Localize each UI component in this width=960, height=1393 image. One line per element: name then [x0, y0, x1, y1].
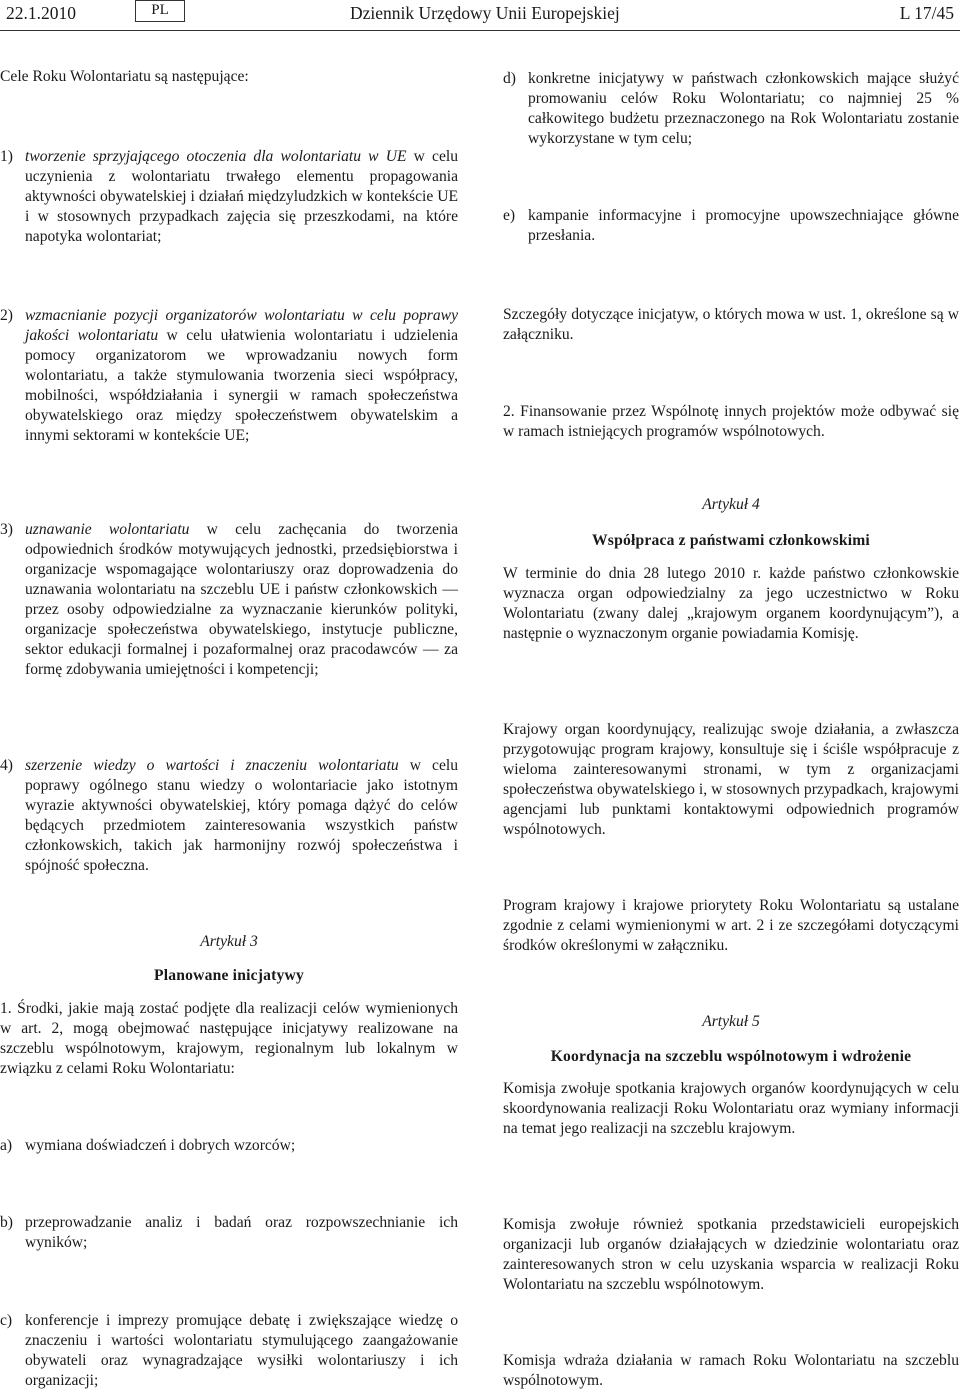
item-emphasis: tworzenie sprzyjającego otoczenia dla wolontariatu w UE [25, 148, 407, 165]
initiative-b [0, 1213, 458, 1253]
item-label: e) [503, 207, 516, 224]
item-text [25, 306, 458, 446]
objectives-intro: Cele Roku Wolontariatu są następujące: [0, 68, 249, 85]
item-rest: w celu ułatwienia wolontariatu i udzielenia pomocy organizatorom we wprowadzaniu nowych form wolontariatu, a także stymulowania tworzenia sieci współpracy, mobilności, współdziałania i synergii w ramach społeczeństwa obywatelskiego oraz między społeczeństwem obywatelskim a innymi sektorami w kontekście UE; [25, 327, 458, 444]
article-4-paragraph-3: Program krajowy i krajowe priorytety Roku Wolontariatu są ustalane zgodnie z celami wymienionymi w art. 2 i ze szczegółami dotyczącymi środków określonymi w załączniku. [503, 897, 959, 954]
item-label: 3) [0, 521, 13, 538]
initiative-a [0, 1136, 458, 1156]
objective-4 [0, 756, 458, 876]
article-4-paragraph-1: W terminie do dnia 28 lutego 2010 r. każde państwo członkowskie wyznacza organ odpowiedzialny za jego uczestnictwo w Roku Wolontariatu (zwany dalej „krajowym organem koordynującym”), a następnie o wyznaczonym organie powiadamia Komisję. [503, 565, 959, 642]
article-4-title: Współpraca z państwami członkowskimi [592, 532, 870, 549]
initiative-e [503, 206, 959, 246]
objective-1 [0, 147, 458, 247]
item-label: 2) [0, 307, 13, 324]
item-label: 4) [0, 757, 13, 774]
item-text: wymiana doświadczeń i dobrych wzorców; [25, 1137, 296, 1154]
page-number: L 17/45 [899, 3, 954, 23]
item-rest: w celu poprawy ogólnego stanu wiedzy o wolontariacie jako istotnym wyrazie aktywności obywatelskiej, który pomaga dążyć do celów będących przedmiotem zainteresowania wszystkich państw członkowskich, takich jak harmonijny rozwój społeczeństwa i spójność społeczna. [25, 757, 458, 874]
header-date: 22.1.2010 [6, 3, 76, 23]
article-5-label: Artykuł 5 [702, 1013, 760, 1030]
article-4-label: Artykuł 4 [702, 496, 760, 513]
language-badge: PL [135, 0, 185, 22]
article-5-paragraph-1: Komisja zwołuje spotkania krajowych organów koordynujących w celu skoordynowania realizacji Roku Wolontariatu oraz wymiany informacji na temat jego realizacji na szczeblu krajowym. [503, 1080, 959, 1137]
item-text [25, 520, 458, 680]
item-text: przeprowadzanie analiz i badań oraz rozpowszechnianie ich wyników; [25, 1214, 458, 1251]
item-label: d) [503, 70, 516, 87]
item-text: konferencje i imprezy promujące debatę i zwiększające wiedzę o znaczeniu i wartości wolontariatu stymulującego zaangażowanie obywateli oraz wynagradzające wysiłki wolontariuszy i ich organizacji; [25, 1312, 458, 1389]
article-3-title: Planowane inicjatywy [154, 967, 304, 984]
article-4-paragraph-2: Krajowy organ koordynujący, realizując swoje działania, a zwłaszcza przygotowując program krajowy, konsultuje się i ściśle współpracuje z wieloma zainteresowanymi stronami, w tym z organizacjami społeczeństwa obywatelskiego i, w stosownych przypadkach, krajowymi agencjami lub punktami kontaktowymi odpowiednich programów wspólnotowych. [503, 721, 959, 838]
objective-3 [0, 520, 458, 680]
item-emphasis: wzmacnianie pozycji organizatorów wolontariatu w celu poprawy jakości wolontariatu [25, 307, 458, 344]
item-text: kampanie informacyjne i promocyjne upowszechniające główne przesłania. [528, 207, 959, 244]
initiative-c [0, 1311, 458, 1391]
initiative-d [503, 69, 959, 149]
item-label: 1) [0, 148, 13, 165]
details-paragraph: Szczegóły dotyczące inicjatyw, o których mowa w ust. 1, określone są w załączniku. [503, 306, 959, 343]
page-header [0, 0, 960, 31]
item-text [25, 147, 458, 247]
item-text: konkretne inicjatywy w państwach członkowskich mające służyć promowaniu celów Roku Wolontariatu; co najmniej 25 % całkowitego budżetu przeznaczonego na Rok Wolontariatu zostanie wykorzystane w tym celu; [528, 70, 959, 147]
item-rest: w celu uczynienia z wolontariatu trwałego elementu propagowania aktywności obywatelskiej i działań międzyludzkich w kontekście UE i w stosownych przypadkach zajęcia się przeszkodami, na które napotyka wolontariat; [25, 148, 458, 245]
article-5-paragraph-3: Komisja wdraża działania w ramach Roku Wolontariatu na szczeblu wspólnotowym. [503, 1352, 959, 1389]
item-label: b) [0, 1214, 13, 1231]
journal-title: Dziennik Urzędowy Unii Europejskiej [350, 3, 620, 23]
article-3-paragraph-1: 1. Środki, jakie mają zostać podjęte dla realizacji celów wymienionych w art. 2, mogą obejmować następujące inicjatywy realizowane na szczeblu wspólnotowym, krajowym, regionalnym lub lokalnym w związku z celami Roku Wolontariatu: [0, 1000, 458, 1077]
item-label: a) [0, 1137, 13, 1154]
article-3-label: Artykuł 3 [200, 933, 258, 950]
item-rest: w celu zachęcania do tworzenia odpowiednich środków motywujących jednostki, przedsiębiorstwa i organizacje wspomagające wolontariuszy oraz doprowadzenia do uznawania wolontariatu na szczeblu UE i państw członkowskich — przez osoby odpowiedzialne za wyznaczanie kierunków polityki, organizacje społeczeństwa obywatelskiego, instytucje publiczne, sektor edukacji formalnej i pozaformalnej oraz pracodawców — za formę zdobywania umiejętności i kompetencji; [25, 521, 459, 678]
article-5-title: Koordynacja na szczeblu wspólnotowym i wdrożenie [550, 1048, 912, 1065]
article-5-paragraph-2: Komisja zwołuje również spotkania przedstawicieli europejskich organizacji lub organów działających w dziedzinie wolontariatu oraz zainteresowanych stron w celu uzyskania wsparcia w realizacji Roku Wolontariatu na szczeblu wspólnotowym. [503, 1216, 959, 1293]
item-emphasis: szerzenie wiedzy o wartości i znaczeniu wolontariatu [25, 757, 399, 774]
item-text [25, 756, 458, 876]
objective-2 [0, 306, 458, 446]
item-emphasis: uznawanie wolontariatu [25, 521, 190, 538]
article-3-paragraph-2: 2. Finansowanie przez Wspólnotę innych projektów może odbywać się w ramach istniejących programów wspólnotowych. [503, 403, 959, 440]
item-label: c) [0, 1312, 13, 1329]
